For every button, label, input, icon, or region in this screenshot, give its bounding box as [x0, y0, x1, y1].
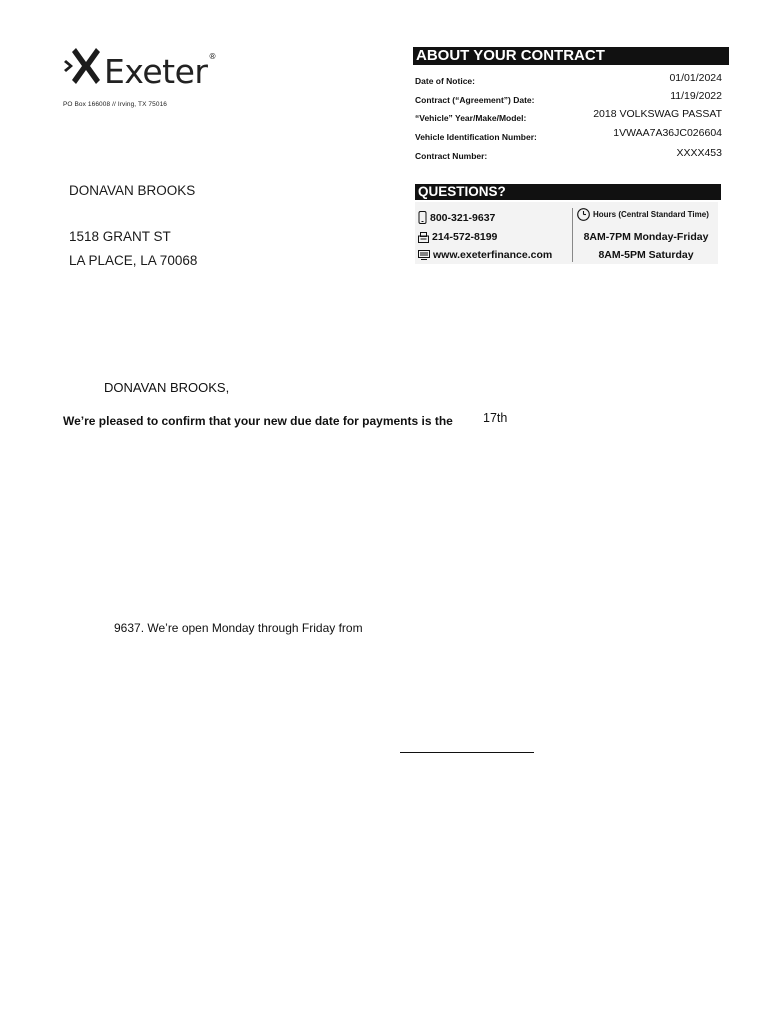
recipient-city: LA PLACE, LA 70068 — [69, 253, 198, 268]
vehicle-label: “Vehicle” Year/Make/Model: — [415, 113, 527, 123]
date-of-notice-label: Date of Notice: — [415, 76, 475, 86]
due-date-confirmation: We’re pleased to confirm that your new due date for payments is the — [63, 414, 453, 428]
hours-title-text: Hours (Central Standard Time) — [593, 210, 709, 219]
vin-label: Vehicle Identification Number: — [415, 132, 537, 142]
contract-number-label: Contract Number: — [415, 151, 488, 161]
vehicle-value: 2018 VOLKSWAG PASSAT — [593, 108, 722, 120]
website-link[interactable]: www.exeterfinance.com — [433, 249, 553, 261]
recipient-name: DONAVAN BROOKS — [69, 183, 196, 198]
fax-icon — [418, 232, 429, 243]
mobile-phone-icon — [418, 211, 427, 224]
signature-line — [400, 752, 534, 753]
website-contact — [418, 249, 552, 261]
office-hours-sentence: 9637. We’re open Monday through Friday from — [114, 621, 363, 635]
contract-date-value: 11/19/2022 — [670, 90, 722, 102]
brand-name: Exeter® — [104, 52, 216, 91]
trademark-symbol: ® — [208, 52, 216, 61]
letter-greeting: DONAVAN BROOKS, — [104, 380, 230, 395]
fax-number: 214-572-8199 — [432, 231, 498, 243]
fax-contact — [418, 231, 497, 243]
new-due-day: 17th — [483, 411, 508, 425]
recipient-street: 1518 GRANT ST — [69, 229, 171, 244]
hours-weekday: 8AM-7PM Monday-Friday — [583, 231, 709, 243]
hours-saturday: 8AM-5PM Saturday — [598, 249, 694, 261]
clock-icon — [577, 208, 590, 221]
date-of-notice-value: 01/01/2024 — [669, 72, 722, 84]
computer-icon — [418, 250, 430, 260]
questions-section-header: QUESTIONS? — [415, 184, 721, 200]
contract-date-label: Contract (“Agreement”) Date: — [415, 95, 535, 105]
hours-title — [577, 208, 709, 221]
contract-number-value: XXXX453 — [676, 147, 722, 159]
vin-value: 1VWAA7A36JC026604 — [613, 127, 722, 139]
phone-contact — [418, 211, 495, 224]
po-box-address: PO Box 166008 // Irving, TX 75016 — [63, 101, 167, 108]
contract-section-header: ABOUT YOUR CONTRACT — [413, 47, 729, 65]
questions-divider — [572, 208, 573, 262]
phone-number: 800-321-9637 — [430, 211, 496, 224]
